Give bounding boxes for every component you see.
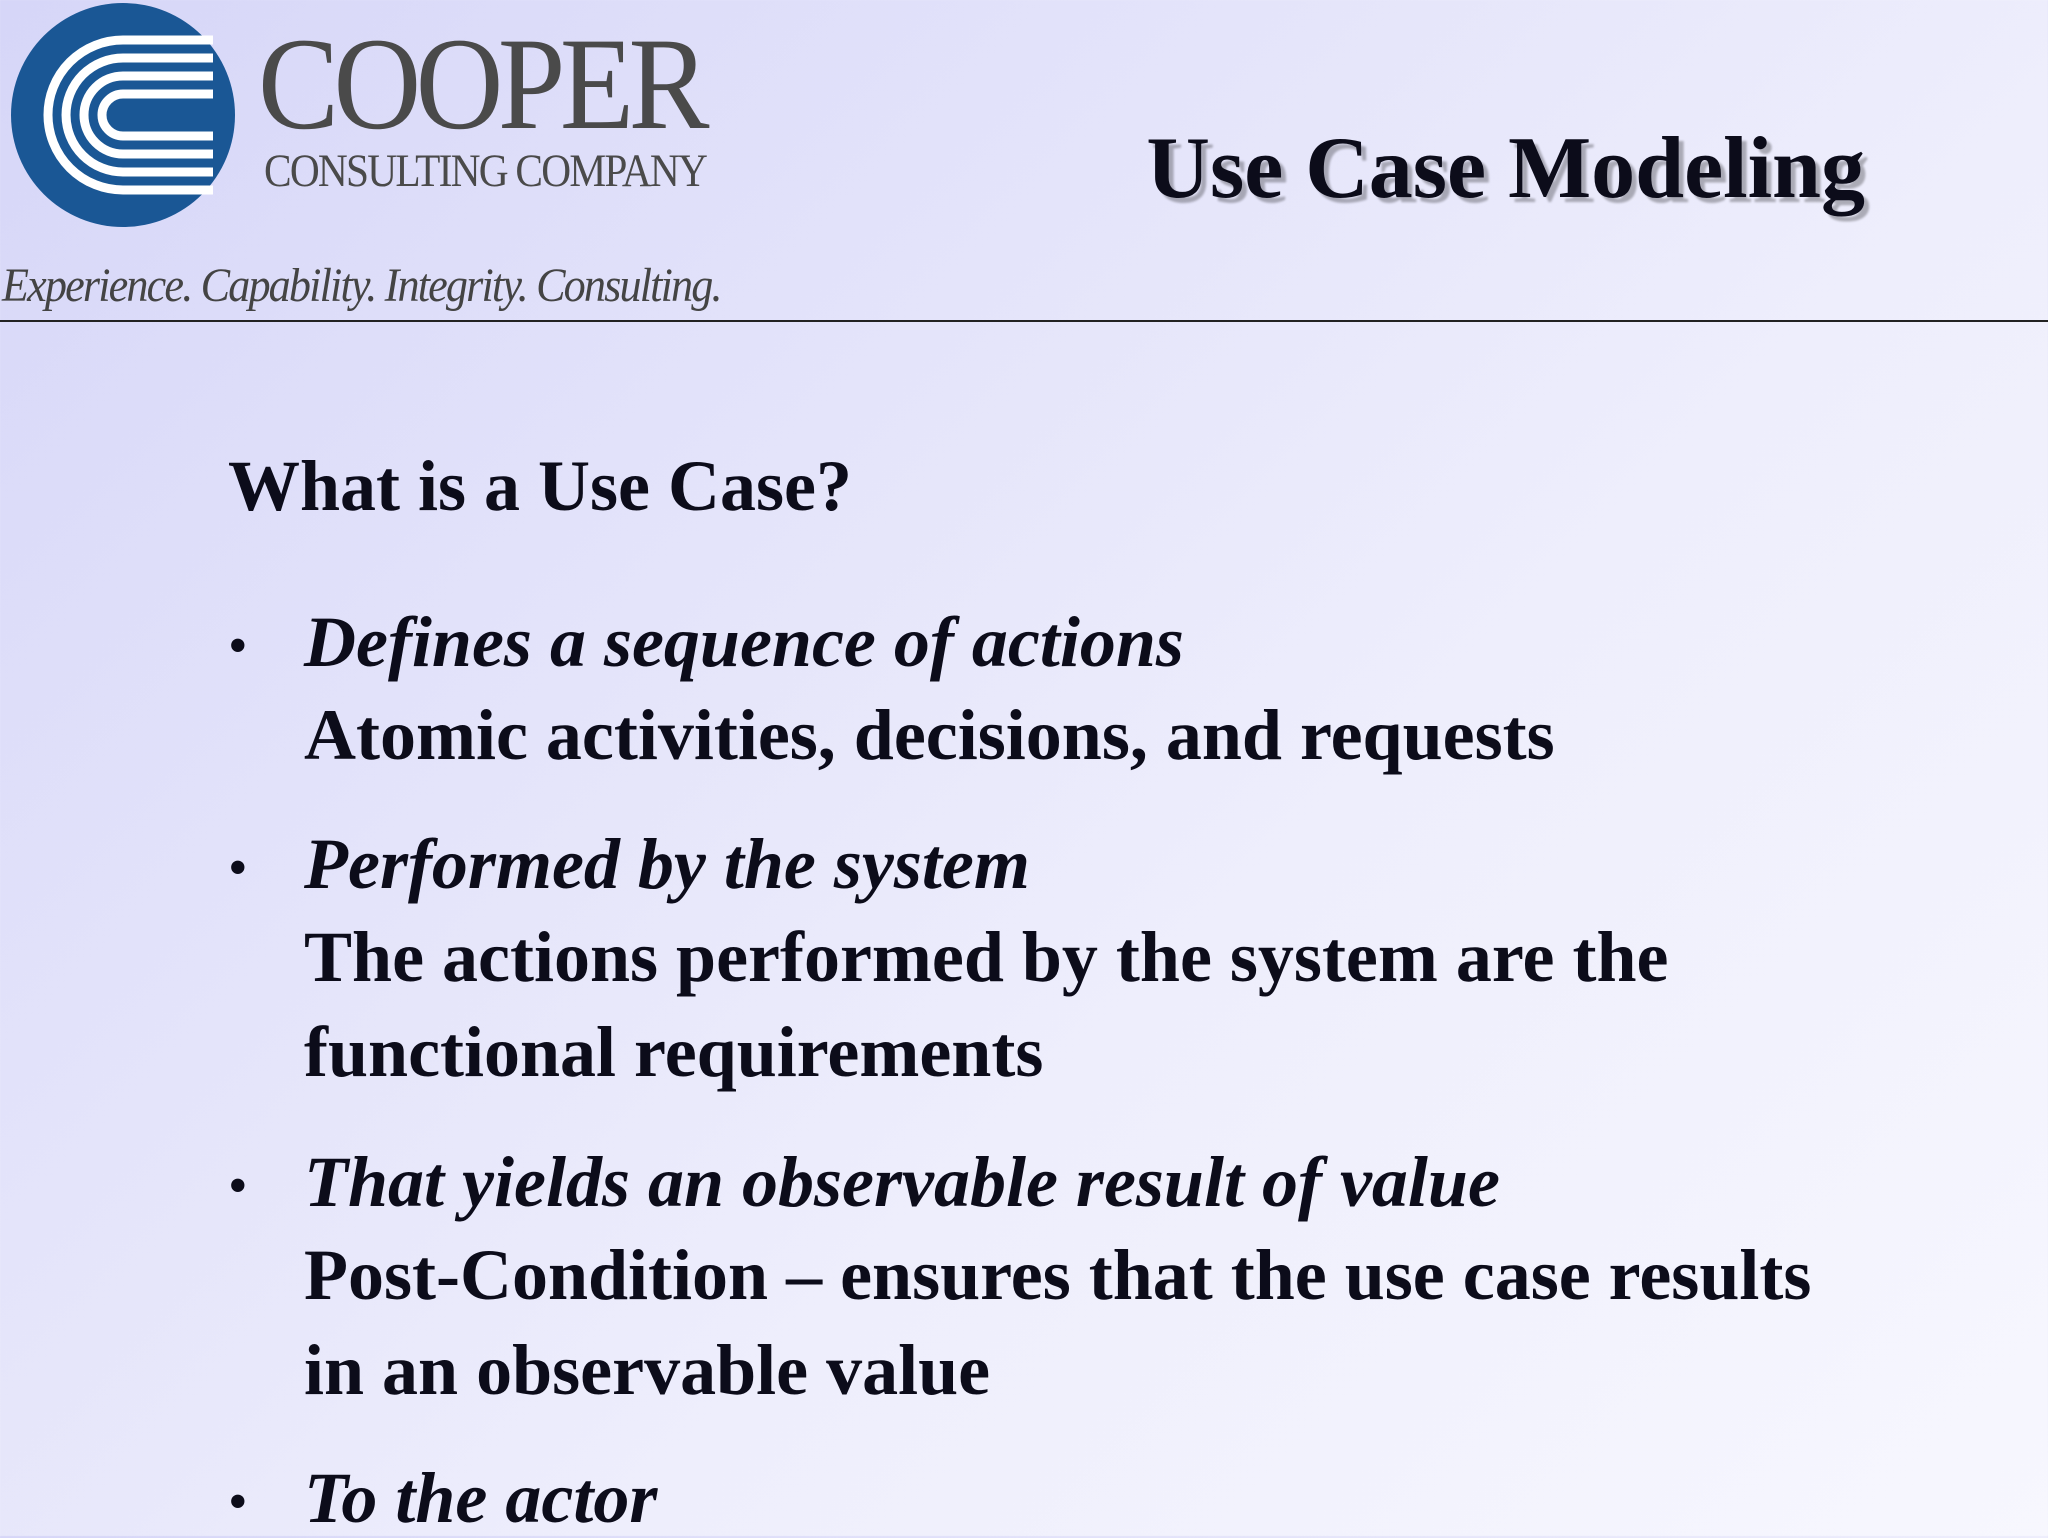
bullet-dot-icon: • — [228, 837, 248, 899]
bullet-body-line: functional requirements — [304, 1012, 1044, 1092]
bullet-body-line: in an observable value — [304, 1330, 991, 1410]
company-name: COOPER — [258, 10, 704, 157]
bullet-body-line: The actions performed by the system are the — [304, 917, 1669, 997]
bullet-dot-icon: • — [228, 1155, 248, 1217]
section-heading: What is a Use Case? — [228, 446, 852, 526]
bullet-dot-icon: • — [228, 615, 248, 677]
cooper-logo-icon — [8, 0, 238, 230]
header-divider — [0, 320, 2048, 322]
bullet-lead: Defines a sequence of actions — [304, 602, 1184, 682]
company-subtitle: CONSULTING COMPANY — [264, 145, 707, 197]
bullet-body-line: Atomic activities, decisions, and requests — [304, 695, 1555, 775]
bullet-lead: That yields an observable result of value — [304, 1142, 1500, 1222]
bullet-lead: Performed by the system — [304, 824, 1030, 904]
slide-title: Use Case Modeling — [1146, 120, 1865, 217]
bullet-body-line: Post-Condition – ensures that the use case results — [304, 1235, 1812, 1315]
bullet-dot-icon: • — [228, 1471, 248, 1533]
company-tagline: Experience. Capability. Integrity. Consulting. — [2, 259, 721, 312]
bullet-lead: To the actor — [304, 1458, 658, 1538]
